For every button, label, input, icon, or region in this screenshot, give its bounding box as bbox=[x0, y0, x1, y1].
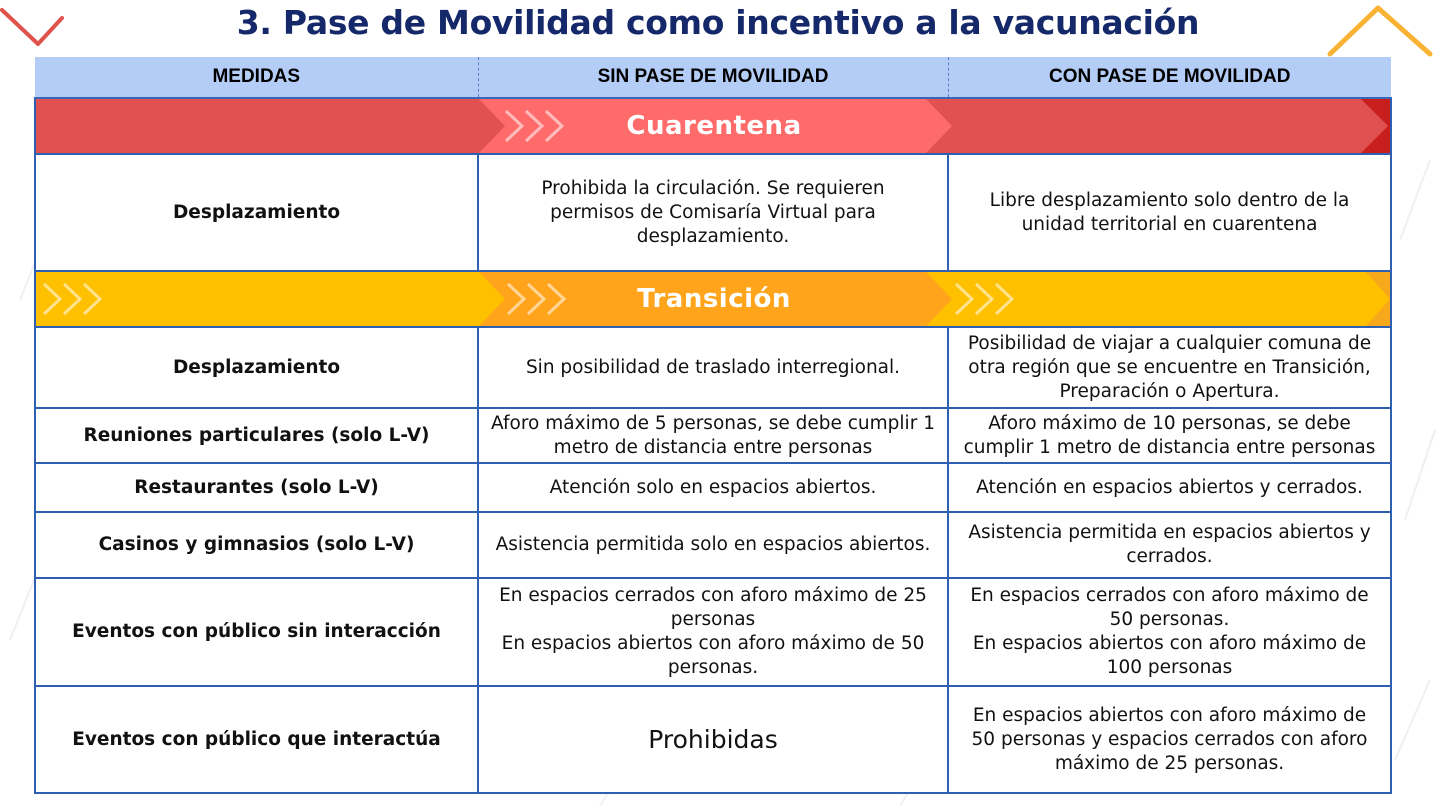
section-band-0 bbox=[35, 98, 1391, 154]
without-pass-cell bbox=[478, 578, 948, 686]
with-pass-cell bbox=[948, 578, 1391, 686]
cell-text-line: desplazamiento. bbox=[636, 225, 790, 247]
table-header-row bbox=[35, 57, 1391, 98]
section-band-cell bbox=[35, 98, 1391, 154]
measure-cell: Reuniones particulares (solo L-V) bbox=[35, 408, 478, 463]
table-row bbox=[35, 578, 1391, 686]
cell-text-line: 50 personas y espacios cerrados con aforo bbox=[971, 728, 1368, 750]
cell-text-line: Prohibidas bbox=[648, 724, 778, 754]
section-title: Transición bbox=[637, 284, 791, 314]
cell-text-line: Libre desplazamiento solo dentro de la bbox=[989, 189, 1350, 211]
table-row bbox=[35, 686, 1391, 793]
without-pass-cell bbox=[478, 408, 948, 463]
with-pass-cell bbox=[948, 154, 1391, 271]
measure-cell: Desplazamiento bbox=[35, 154, 478, 271]
without-pass-cell bbox=[478, 463, 948, 512]
cell-text-line: personas bbox=[670, 609, 756, 630]
cell-text-line: En espacios abiertos con aforo máximo de bbox=[972, 704, 1367, 726]
cell-text-line: Aforo máximo de 5 personas, se debe cumplir 1 bbox=[491, 412, 935, 434]
cell-text-line: Posibilidad de viajar a cualquier comuna de bbox=[967, 332, 1372, 354]
with-pass-cell bbox=[948, 512, 1391, 578]
section-band-cell bbox=[35, 271, 1391, 327]
cell-text-line: cumplir 1 metro de distancia entre personas bbox=[963, 436, 1376, 458]
measure-cell: Eventos con público que interactúa bbox=[35, 686, 478, 793]
cell-text-line: Sin posibilidad de traslado interregional. bbox=[525, 356, 901, 378]
with-pass-cell bbox=[948, 463, 1391, 512]
table-row bbox=[35, 154, 1391, 271]
table-row bbox=[35, 408, 1391, 463]
section-title: Cuarentena bbox=[626, 111, 802, 141]
mobility-pass-table bbox=[34, 57, 1392, 794]
measure-cell: Desplazamiento bbox=[35, 327, 478, 408]
cell-text-line: Atención en espacios abiertos y cerrados. bbox=[976, 476, 1363, 498]
cell-text-line: permisos de Comisaría Virtual para bbox=[550, 201, 876, 223]
without-pass-cell bbox=[478, 512, 948, 578]
with-pass-cell bbox=[948, 327, 1391, 408]
column-header-sin-pase: SIN PASE DE MOVILIDAD bbox=[478, 57, 948, 98]
cell-text-line: Preparación o Apertura. bbox=[1059, 380, 1280, 402]
without-pass-cell bbox=[478, 686, 948, 793]
cell-text-line: En espacios cerrados con aforo máximo de 25 bbox=[499, 585, 927, 606]
cell-text-line: Aforo máximo de 10 personas, se debe bbox=[988, 412, 1351, 434]
cell-text-line: Atención solo en espacios abiertos. bbox=[549, 476, 877, 498]
cell-text-line: personas. bbox=[667, 657, 759, 678]
section-band-1 bbox=[35, 271, 1391, 327]
cell-text-line: metro de distancia entre personas bbox=[553, 436, 873, 458]
cell-text-line: 50 personas. bbox=[1109, 609, 1230, 630]
cell-text-line: En espacios abiertos con aforo máximo de bbox=[972, 633, 1367, 654]
without-pass-cell bbox=[478, 327, 948, 408]
table-row bbox=[35, 512, 1391, 578]
cell-text-line: unidad territorial en cuarentena bbox=[1021, 213, 1318, 235]
page-title: 3. Pase de Movilidad como incentivo a la vacunación bbox=[236, 3, 1200, 42]
cell-text-line: 100 personas bbox=[1106, 657, 1233, 678]
cell-text-line: máximo de 25 personas. bbox=[1054, 752, 1285, 774]
cell-text-line: En espacios cerrados con aforo máximo de bbox=[970, 585, 1369, 606]
cell-text-line: Asistencia permitida en espacios abiertos y bbox=[968, 522, 1371, 543]
cell-text-line: cerrados. bbox=[1126, 546, 1213, 567]
cell-text-line: En espacios abiertos con aforo máximo de 50 bbox=[501, 633, 925, 654]
cell-text-line: Asistencia permitida solo en espacios abiertos. bbox=[495, 534, 931, 555]
with-pass-cell bbox=[948, 408, 1391, 463]
measure-cell: Casinos y gimnasios (solo L-V) bbox=[35, 512, 478, 578]
with-pass-cell bbox=[948, 686, 1391, 793]
without-pass-cell bbox=[478, 154, 948, 271]
column-header-medidas: MEDIDAS bbox=[35, 57, 478, 98]
cell-text-line: Prohibida la circulación. Se requieren bbox=[541, 177, 885, 199]
cell-text-line: otra región que se encuentre en Transición, bbox=[968, 356, 1371, 378]
table-body bbox=[35, 98, 1391, 793]
table-row bbox=[35, 463, 1391, 512]
column-header-con-pase: CON PASE DE MOVILIDAD bbox=[948, 57, 1391, 98]
measure-cell: Restaurantes (solo L-V) bbox=[35, 463, 478, 512]
table-row bbox=[35, 327, 1391, 408]
measure-cell: Eventos con público sin interacción bbox=[35, 578, 478, 686]
